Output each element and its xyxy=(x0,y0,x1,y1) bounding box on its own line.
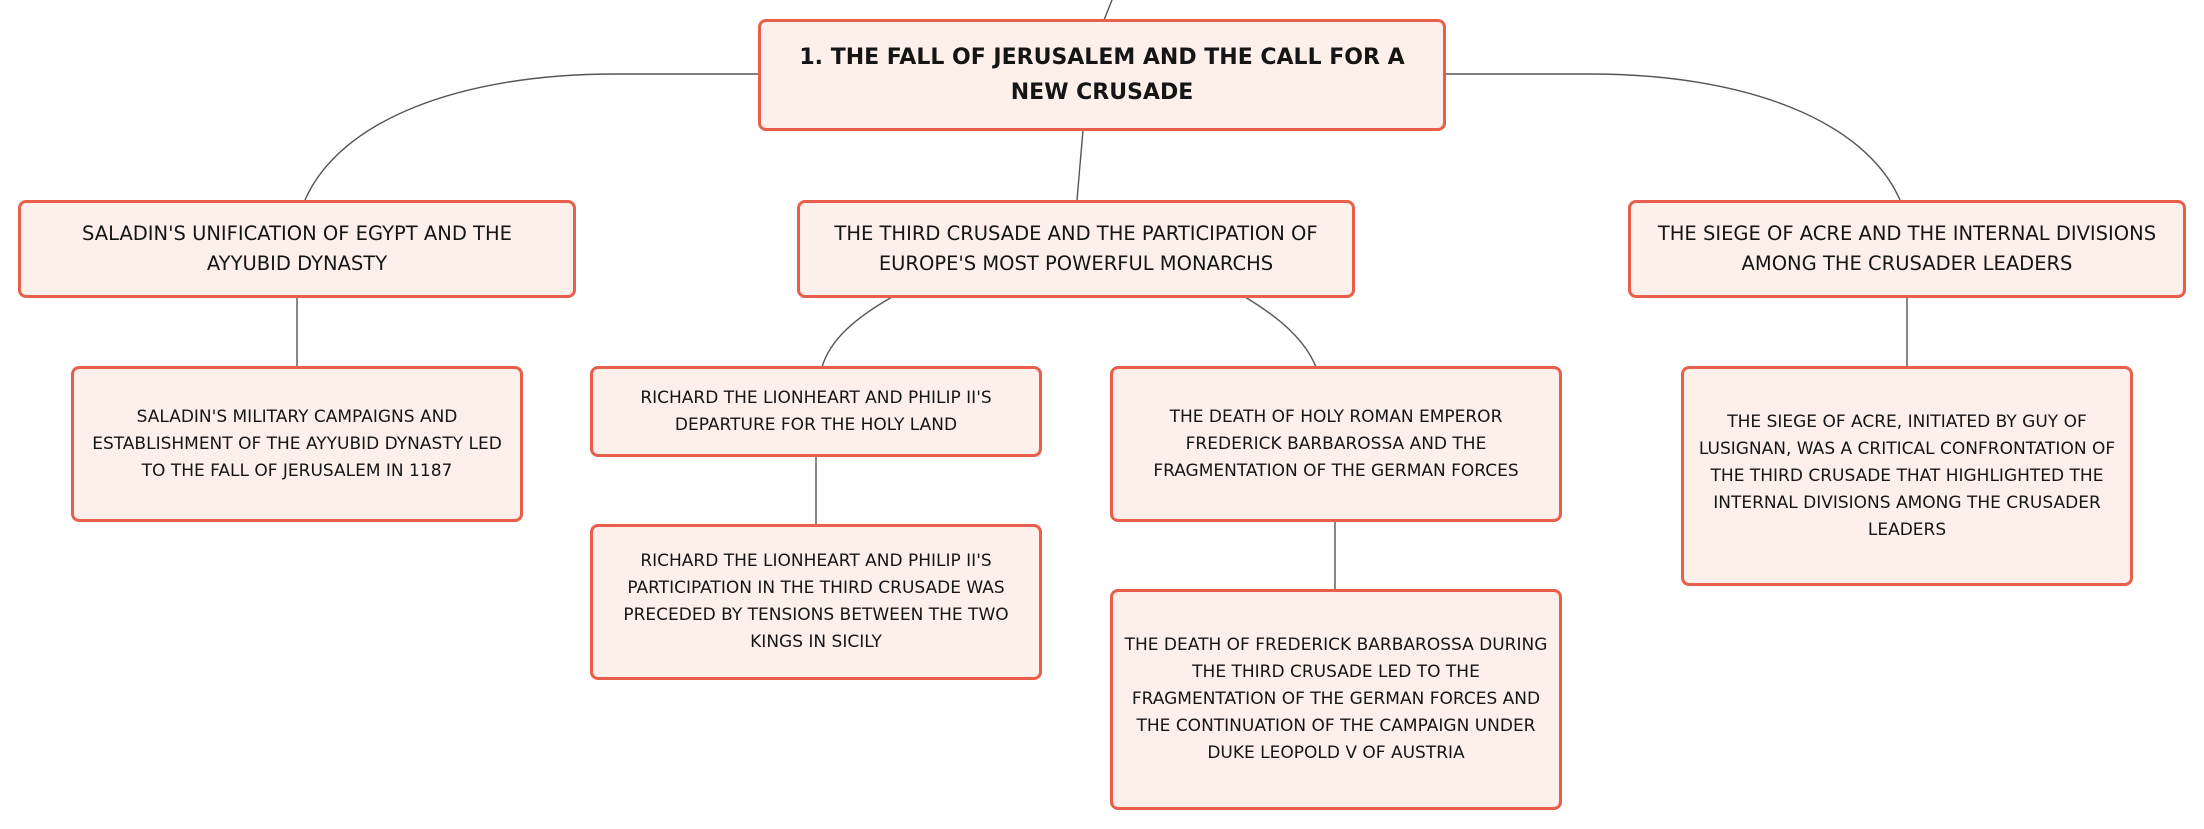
node-sicily-tensions-label: RICHARD THE LIONHEART AND PHILIP II'S PARTICIPATION IN THE THIRD CRUSADE WAS PRECEDED BY TENSIONS BETWEEN THE TWO KINGS IN SICILY xyxy=(623,551,1009,652)
connector-root-to-third-crusade xyxy=(1077,130,1083,200)
node-third-crusade-label: THE THIRD CRUSADE AND THE PARTICIPATION OF EUROPE'S MOST POWERFUL MONARCHS xyxy=(834,222,1318,275)
node-saladin-unification[interactable] xyxy=(18,200,576,298)
node-acre-lusignan-label: THE SIEGE OF ACRE, INITIATED BY GUY OF LUSIGNAN, WAS A CRITICAL CONFRONTATION OF THE THIRD CRUSADE THAT HIGHLIGHTED THE INTERNAL DIVISIONS AMONG THE CRUSADER LEADERS xyxy=(1698,411,2116,540)
root-node-label: 1. THE FALL OF JERUSALEM AND THE CALL FOR A NEW CRUSADE xyxy=(799,45,1405,105)
root-node[interactable] xyxy=(758,19,1446,131)
node-sicily-tensions[interactable] xyxy=(590,524,1042,680)
node-leopold-campaign-label: THE DEATH OF FREDERICK BARBAROSSA DURING THE THIRD CRUSADE LED TO THE FRAGMENTATION OF THE GERMAN FORCES AND THE CONTINUATION OF THE CAMPAIGN UNDER DUKE LEOPOLD V OF AUSTRIA xyxy=(1124,635,1548,763)
node-third-crusade[interactable] xyxy=(797,200,1355,298)
node-frederick-death-label: THE DEATH OF HOLY ROMAN EMPEROR FREDERICK BARBAROSSA AND THE FRAGMENTATION OF THE GERMAN FORCES xyxy=(1153,406,1519,481)
node-saladin-unification-label: SALADIN'S UNIFICATION OF EGYPT AND THE AYYUBID DYNASTY xyxy=(82,222,512,275)
node-siege-of-acre[interactable] xyxy=(1628,200,2186,298)
node-siege-of-acre-label: THE SIEGE OF ACRE AND THE INTERNAL DIVISIONS AMONG THE CRUSADER LEADERS xyxy=(1657,222,2157,275)
node-saladin-campaigns-label: SALADIN'S MILITARY CAMPAIGNS AND ESTABLISHMENT OF THE AYYUBID DYNASTY LED TO THE FALL OF JERUSALEM IN 1187 xyxy=(92,406,502,481)
node-richard-philip-departure-label: RICHARD THE LIONHEART AND PHILIP II'S DEPARTURE FOR THE HOLY LAND xyxy=(640,387,992,435)
node-acre-lusignan[interactable] xyxy=(1681,366,2133,586)
connector-root-to-saladin xyxy=(305,74,760,200)
node-richard-philip-departure[interactable] xyxy=(590,366,1042,457)
node-frederick-death[interactable] xyxy=(1110,366,1562,522)
connector-third-crusade-to-richard xyxy=(822,297,892,367)
node-saladin-campaigns[interactable] xyxy=(71,366,523,522)
connector-third-crusade-to-frederick xyxy=(1245,297,1316,367)
node-leopold-campaign[interactable] xyxy=(1110,589,1562,810)
connector-root-to-acre xyxy=(1445,74,1900,200)
connector-parent-above-to-root xyxy=(1104,0,1112,20)
